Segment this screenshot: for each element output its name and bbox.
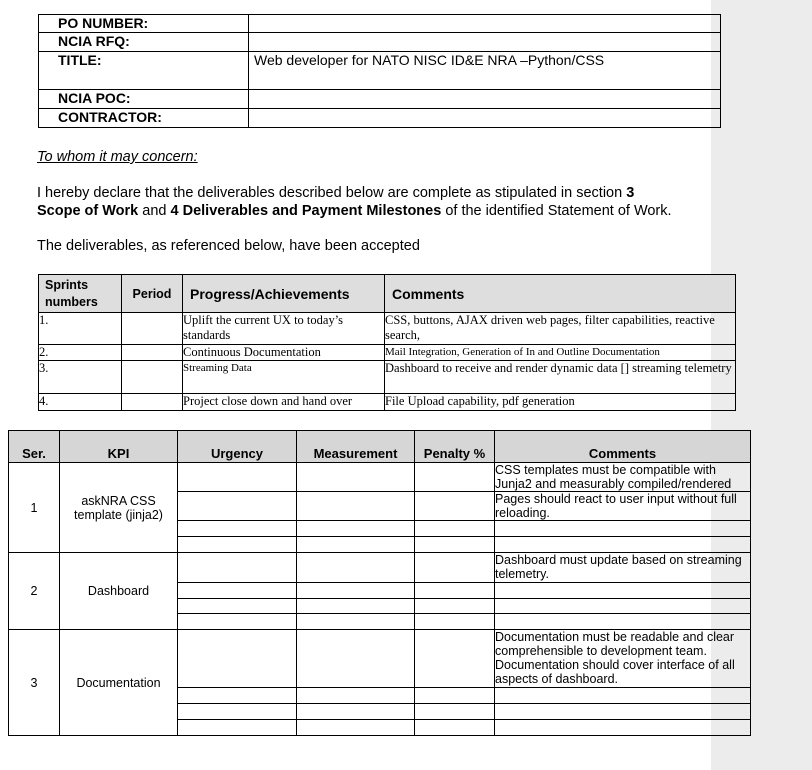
table-row bbox=[9, 553, 751, 583]
sprints-header: Sprints numbers bbox=[39, 275, 122, 313]
kpi-urgency bbox=[178, 704, 297, 720]
kpi-comment bbox=[495, 521, 751, 537]
kpi-comment bbox=[495, 583, 751, 599]
sprint-comments: Dashboard to receive and render dynamic data [] streaming telemetry bbox=[385, 361, 736, 394]
kpi-measurement bbox=[297, 583, 415, 599]
rfq-label: NCIA RFQ: bbox=[39, 33, 249, 52]
kpi-penalty bbox=[415, 688, 495, 704]
sprint-number: 4. bbox=[39, 394, 122, 411]
poc-label: NCIA POC: bbox=[39, 90, 249, 109]
kpi-urgency bbox=[178, 688, 297, 704]
title-label: TITLE: bbox=[39, 52, 249, 90]
kpi-comment bbox=[495, 688, 751, 704]
title-value: Web developer for NATO NISC ID&E NRA –Python/CSS bbox=[249, 52, 721, 90]
kpi-penalty bbox=[415, 720, 495, 736]
kpi-name: Dashboard bbox=[60, 553, 178, 630]
kpi-comments-header: Comments bbox=[495, 431, 751, 463]
po-number-label: PO NUMBER: bbox=[39, 15, 249, 33]
kpi-urgency bbox=[178, 521, 297, 537]
kpi-comment: Pages should react to user input without full reloading. bbox=[495, 492, 751, 521]
sprint-comments: File Upload capability, pdf generation bbox=[385, 394, 736, 411]
kpi-ser: 1 bbox=[9, 463, 60, 553]
sprint-comments: CSS, buttons, AJAX driven web pages, filter capabilities, reactive search, bbox=[385, 313, 736, 345]
kpi-penalty bbox=[415, 583, 495, 599]
table-row bbox=[39, 361, 736, 394]
kpi-urgency bbox=[178, 553, 297, 583]
sprint-table bbox=[38, 274, 736, 411]
acceptance-statement: The deliverables, as referenced below, have been accepted bbox=[37, 238, 420, 254]
kpi-urgency bbox=[178, 492, 297, 521]
kpi-name: Documentation bbox=[60, 630, 178, 736]
kpi-penalty bbox=[415, 463, 495, 492]
po-header-table bbox=[38, 14, 721, 128]
rfq-value bbox=[249, 33, 721, 52]
sprint-period bbox=[122, 313, 183, 345]
kpi-measurement bbox=[297, 720, 415, 736]
kpi-urgency bbox=[178, 599, 297, 614]
kpi-urgency bbox=[178, 630, 297, 688]
declaration-paragraph bbox=[37, 185, 677, 220]
poc-value bbox=[249, 90, 721, 109]
kpi-ser: 2 bbox=[9, 553, 60, 630]
sprint-progress: Project close down and hand over bbox=[183, 394, 385, 411]
sprint-progress: Continuous Documentation bbox=[183, 345, 385, 361]
kpi-penalty bbox=[415, 704, 495, 720]
kpi-penalty bbox=[415, 614, 495, 630]
kpi-measurement bbox=[297, 553, 415, 583]
contractor-value bbox=[249, 109, 721, 128]
kpi-measurement bbox=[297, 704, 415, 720]
ser-header: Ser. bbox=[9, 431, 60, 463]
kpi-penalty bbox=[415, 521, 495, 537]
kpi-penalty bbox=[415, 492, 495, 521]
sprint-progress: Uplift the current UX to today’s standards bbox=[183, 313, 385, 345]
comments-header: Comments bbox=[385, 275, 736, 313]
progress-header: Progress/Achievements bbox=[183, 275, 385, 313]
declaration-text-2: of the identified Statement of Work. bbox=[445, 202, 672, 219]
kpi-measurement bbox=[297, 463, 415, 492]
sprint-period bbox=[122, 345, 183, 361]
kpi-measurement bbox=[297, 492, 415, 521]
table-row bbox=[9, 630, 751, 688]
kpi-penalty bbox=[415, 553, 495, 583]
kpi-measurement bbox=[297, 688, 415, 704]
section-scope-ref: 3 Scope of Work bbox=[37, 185, 635, 219]
urgency-header: Urgency bbox=[178, 431, 297, 463]
section-deliverables-ref: 4 Deliverables and Payment Milestones bbox=[170, 202, 442, 219]
kpi-comment bbox=[495, 537, 751, 553]
contractor-label: CONTRACTOR: bbox=[39, 109, 249, 128]
kpi-urgency bbox=[178, 614, 297, 630]
kpi-penalty bbox=[415, 537, 495, 553]
declaration-and: and bbox=[142, 202, 167, 219]
kpi-urgency bbox=[178, 720, 297, 736]
kpi-table bbox=[8, 430, 751, 736]
kpi-comment bbox=[495, 720, 751, 736]
sprint-number: 3. bbox=[39, 361, 122, 394]
kpi-name: askNRA CSS template (jinja2) bbox=[60, 463, 178, 553]
sprint-period bbox=[122, 394, 183, 411]
kpi-measurement bbox=[297, 599, 415, 614]
kpi-header: KPI bbox=[60, 431, 178, 463]
kpi-penalty bbox=[415, 599, 495, 614]
kpi-measurement bbox=[297, 537, 415, 553]
kpi-measurement bbox=[297, 521, 415, 537]
sprint-number: 2. bbox=[39, 345, 122, 361]
sprint-progress: Streaming Data bbox=[183, 361, 385, 394]
salutation: To whom it may concern: bbox=[37, 149, 198, 165]
kpi-measurement bbox=[297, 630, 415, 688]
period-header: Period bbox=[122, 275, 183, 313]
table-row bbox=[39, 394, 736, 411]
sprint-number: 1. bbox=[39, 313, 122, 345]
kpi-comment bbox=[495, 704, 751, 720]
table-row bbox=[39, 313, 736, 345]
measurement-header: Measurement bbox=[297, 431, 415, 463]
kpi-comment bbox=[495, 599, 751, 614]
table-row bbox=[39, 345, 736, 361]
kpi-ser: 3 bbox=[9, 630, 60, 736]
kpi-urgency bbox=[178, 463, 297, 492]
kpi-urgency bbox=[178, 583, 297, 599]
kpi-comment: Dashboard must update based on streaming telemetry. bbox=[495, 553, 751, 583]
kpi-comment: Documentation must be readable and clear comprehensible to development team. Documentation should cover interface of all aspects of dashboard. bbox=[495, 630, 751, 688]
kpi-measurement bbox=[297, 614, 415, 630]
sprint-comments: Mail Integration, Generation of In and Outline Documentation bbox=[385, 345, 736, 361]
table-row bbox=[9, 463, 751, 492]
kpi-urgency bbox=[178, 537, 297, 553]
penalty-header: Penalty % bbox=[415, 431, 495, 463]
kpi-penalty bbox=[415, 630, 495, 688]
declaration-text-1: I hereby declare that the deliverables described below are complete as stipulated in section bbox=[37, 185, 623, 201]
sprint-period bbox=[122, 361, 183, 394]
kpi-comment bbox=[495, 614, 751, 630]
kpi-comment: CSS templates must be compatible with Junja2 and measurably compiled/rendered bbox=[495, 463, 751, 492]
po-number-value bbox=[249, 15, 721, 33]
